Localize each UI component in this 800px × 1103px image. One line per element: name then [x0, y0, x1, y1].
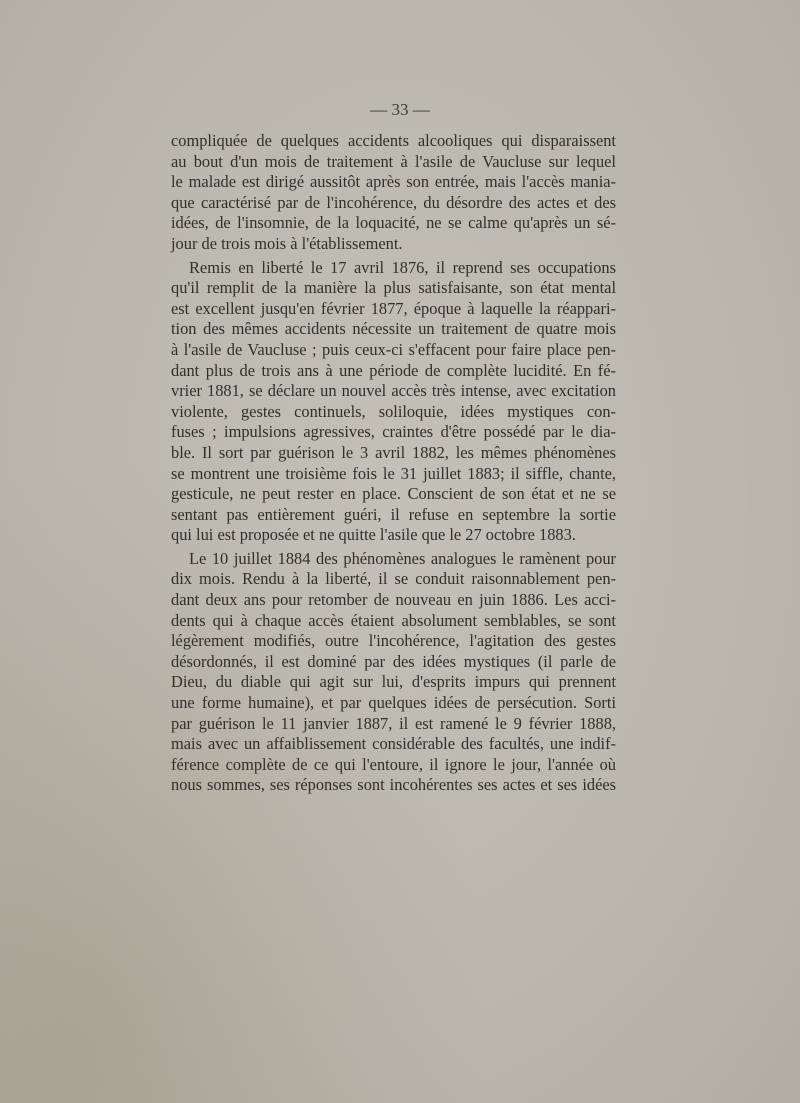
text-line: compliquée de quelques accidents alcooliques qui disparaissent [171, 131, 616, 150]
text-line: que caractérisé par de l'incohérence, du désordre des actes et des [171, 192, 616, 212]
paragraph [171, 131, 616, 255]
text-line: au bout d'un mois de traitement à l'asile de Vaucluse sur lequel [171, 151, 616, 171]
paragraph [171, 549, 616, 796]
text-line: une forme humaine), et par quelques idées de persécution. Sorti [171, 693, 616, 713]
text-line: violente, gestes continuels, soliloquie, idées mystiques con- [171, 401, 616, 421]
text-line: sentant pas entièrement guéri, il refuse en septembre la sortie [171, 504, 616, 524]
text-line: par guérison le 11 janvier 1887, il est ramené le 9 février 1888, [171, 713, 616, 733]
text-line: à l'asile de Vaucluse ; puis ceux-ci s'effacent pour faire place pen- [171, 339, 616, 359]
text-line: idées, de l'insomnie, de la loquacité, ne se calme qu'après un sé- [171, 213, 616, 233]
text-line: nous sommes, ses réponses sont incohérentes ses actes et ses idées [171, 775, 616, 795]
text-line: est excellent jusqu'en février 1877, époque à laquelle la réappari- [171, 298, 616, 318]
text-line: férence complète de ce qui l'entoure, il ignore le jour, l'année où [171, 754, 616, 774]
text-line: dix mois. Rendu à la liberté, il se conduit raisonnablement pen- [171, 569, 616, 589]
text-line: jour de trois mois à l'établissement. [171, 233, 403, 253]
text-line: Remis en liberté le 17 avril 1876, il reprend ses occupations [189, 257, 616, 277]
text-line: désordonnés, il est dominé par des idées mystiques (il parle de [171, 651, 616, 671]
text-line: fuses ; impulsions agressives, craintes d'être possédé par le dia- [171, 422, 616, 442]
text-line: gesticule, ne peut rester en place. Conscient de son état et ne se [171, 484, 616, 504]
text-line: se montrent une troisième fois le 31 juillet 1883; il siffle, chante, [171, 463, 616, 483]
text-line: mais avec un affaiblissement considérable des facultés, une indif- [171, 734, 616, 754]
text-line: ble. Il sort par guérison le 3 avril 1882, les mêmes phénomènes [171, 442, 616, 462]
text-line: le malade est dirigé aussitôt après son entrée, mais l'accès mania- [171, 172, 616, 192]
body-text [171, 131, 616, 796]
text-line: Dieu, du diable qui agit sur lui, d'esprits impurs qui prennent [171, 672, 616, 692]
text-line: qu'il remplit de la manière la plus satisfaisante, son état mental [171, 278, 616, 298]
text-line: vrier 1881, se déclare un nouvel accès très intense, avec excitation [171, 381, 616, 401]
text-line: tion des mêmes accidents nécessite un traitement de quatre mois [171, 319, 616, 339]
paragraph [171, 258, 616, 546]
text-line: dant plus de trois ans à une période de complète lucidité. En fé- [171, 360, 616, 380]
text-line: dant deux ans pour retomber de nouveau en juin 1886. Les acci- [171, 590, 616, 610]
text-line: Le 10 juillet 1884 des phénomènes analogues le ramènent pour [189, 548, 616, 568]
text-line: légèrement modifiés, outre l'incohérence, l'agitation des gestes [171, 631, 616, 651]
text-line: qui lui est proposée et ne quitte l'asile que le 27 octobre 1883. [171, 525, 576, 545]
text-line: dents qui à chaque accès étaient absolument semblables, se sont [171, 610, 616, 630]
page-number: — 33 — [370, 100, 430, 119]
